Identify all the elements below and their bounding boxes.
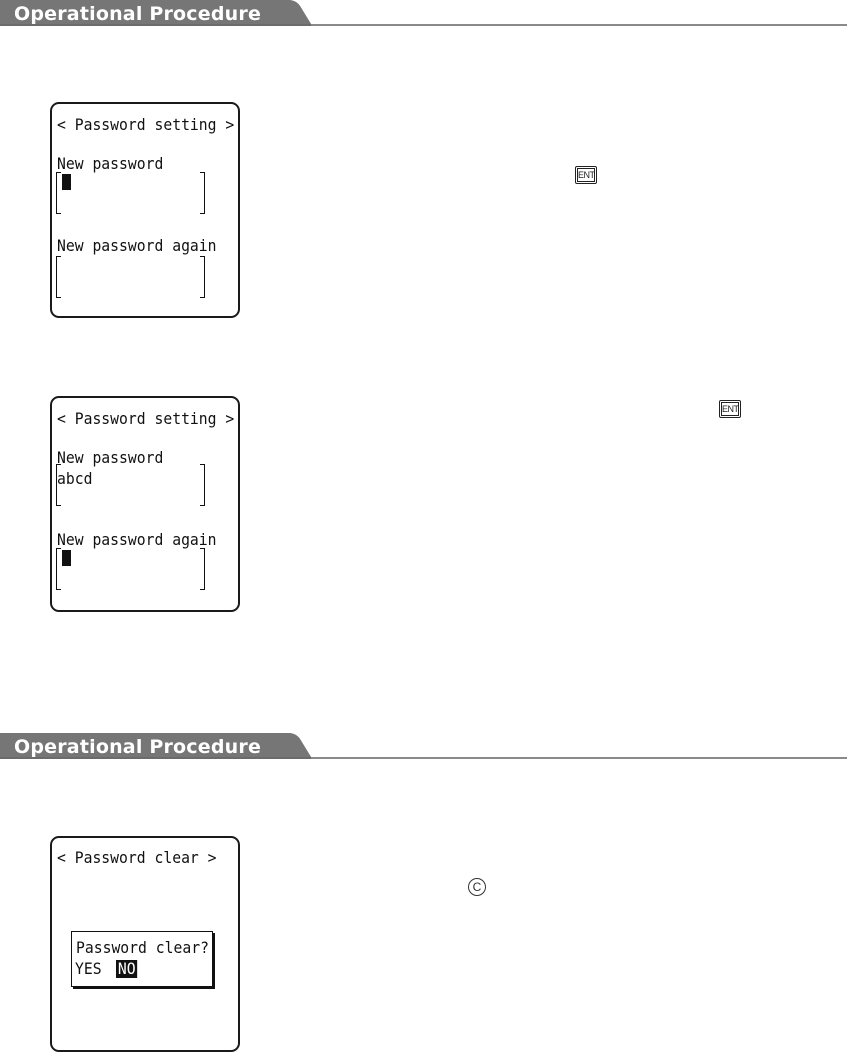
dialog-yes-option[interactable]: YES — [75, 959, 102, 978]
ent-key-label: ENT — [722, 404, 739, 414]
dialog-question: Password clear? — [76, 938, 209, 957]
text-cursor — [62, 550, 71, 566]
dialog-no-option[interactable]: NO — [117, 959, 136, 978]
new-password-label: New password — [57, 448, 164, 467]
field-bracket-right — [200, 172, 205, 214]
text-cursor — [62, 174, 71, 190]
field-bracket-right — [200, 464, 205, 506]
password-clear-dialog — [71, 931, 213, 987]
screen-title: < Password setting > — [57, 115, 235, 134]
new-password-field[interactable]: abcd — [57, 469, 93, 488]
clear-key-icon: C — [468, 878, 486, 896]
screen-title: < Password clear > — [57, 848, 217, 867]
lcd-screen-password-clear — [50, 836, 240, 1052]
section-header-2 — [0, 733, 847, 763]
new-password-label: New password — [57, 154, 164, 173]
ent-key-label: ENT — [578, 170, 595, 180]
field-bracket-right — [200, 256, 205, 298]
section-title: Operational Procedure — [14, 736, 262, 758]
ent-key-icon — [719, 400, 741, 418]
field-bracket-left — [56, 548, 61, 590]
section-header-1 — [0, 0, 847, 30]
new-password-again-label: New password again — [57, 236, 217, 255]
screen-title: < Password setting > — [57, 409, 235, 428]
lcd-screen-password-setting-2 — [50, 396, 240, 612]
ent-key-icon — [575, 166, 597, 184]
lcd-screen-password-setting-1 — [50, 102, 240, 318]
new-password-again-label: New password again — [57, 530, 217, 549]
field-bracket-left — [56, 172, 61, 214]
field-bracket-left — [56, 256, 61, 298]
section-title: Operational Procedure — [14, 3, 262, 25]
field-bracket-right — [200, 548, 205, 590]
